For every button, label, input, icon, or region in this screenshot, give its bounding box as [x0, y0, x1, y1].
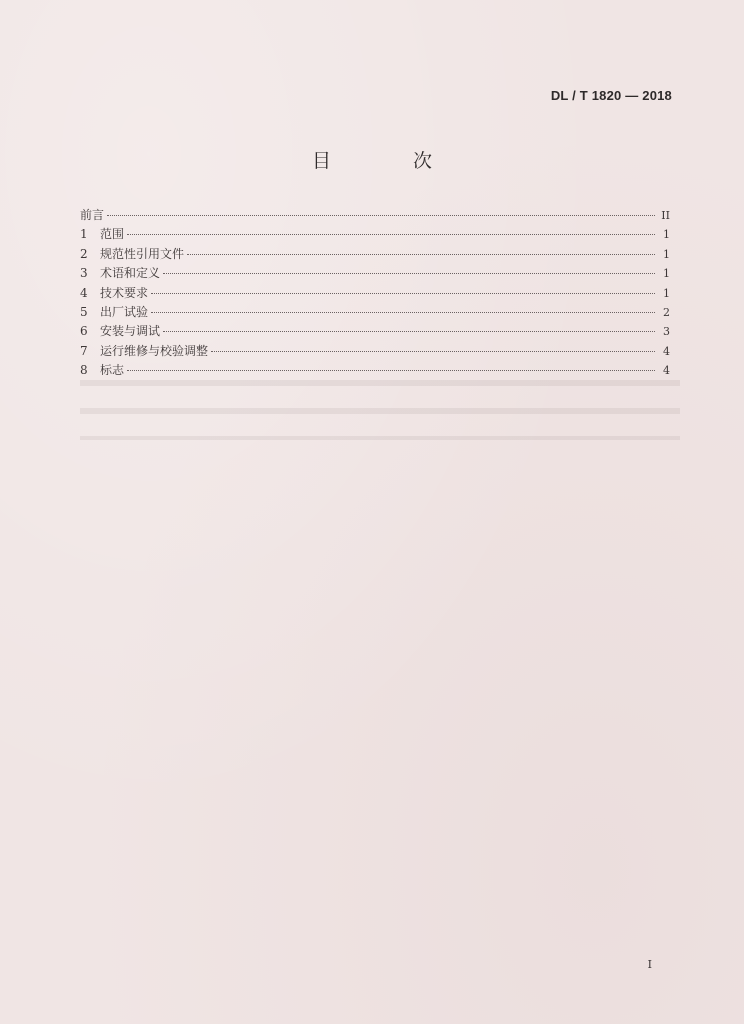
toc-entry-page: 1 [663, 247, 670, 261]
toc-entry-number: 3 [80, 266, 88, 281]
toc-entry-number: 2 [80, 246, 88, 261]
toc-entry-page: 3 [663, 325, 670, 339]
toc-entry-label: 安装与调试 [100, 324, 161, 339]
toc-entry[interactable] [80, 264, 670, 283]
toc-entry[interactable] [80, 225, 670, 244]
standard-number: DL / T 1820 — 2018 [550, 88, 672, 103]
toc-entry-label: 标志 [100, 363, 125, 378]
table-of-contents [80, 206, 670, 381]
toc-dot-leader [163, 273, 655, 274]
toc-entry-number: 5 [80, 304, 88, 319]
toc-entry-number: 6 [80, 324, 88, 339]
toc-entry[interactable] [80, 322, 670, 341]
toc-dot-leader [187, 254, 655, 255]
toc-dot-leader [127, 370, 655, 371]
toc-dot-leader [107, 215, 655, 216]
toc-entry-label: 规范性引用文件 [100, 246, 185, 261]
toc-entry-label: 前言 [80, 208, 105, 222]
toc-entry-label: 范围 [100, 227, 125, 242]
toc-entry[interactable] [80, 206, 670, 225]
toc-entry-page: 1 [663, 286, 670, 300]
toc-entry-label: 术语和定义 [100, 266, 161, 281]
toc-entry-page: 1 [663, 267, 670, 281]
toc-entry-number: 4 [80, 285, 88, 300]
toc-entry-page: 2 [663, 305, 670, 319]
toc-entry[interactable] [80, 361, 670, 380]
toc-title: 目 次 [311, 150, 471, 172]
toc-entry-page: II [661, 209, 670, 222]
toc-entry[interactable] [80, 284, 670, 303]
toc-dot-leader [151, 312, 655, 313]
toc-entry-label: 出厂试验 [100, 304, 149, 319]
toc-entry-number: 1 [80, 227, 88, 242]
toc-dot-leader [163, 331, 655, 332]
bleed-through-shadow [80, 380, 680, 440]
toc-entry-page: 4 [663, 364, 670, 378]
toc-entry-label: 技术要求 [100, 285, 149, 300]
toc-entry-number: 8 [80, 363, 88, 378]
toc-entry[interactable] [80, 342, 670, 361]
page-number: I [647, 958, 652, 971]
toc-dot-leader [211, 351, 655, 352]
toc-entry-number: 7 [80, 343, 88, 358]
toc-entry-label: 运行维修与校验调整 [100, 343, 209, 358]
toc-entry[interactable] [80, 303, 670, 322]
toc-dot-leader [127, 234, 655, 235]
toc-entry[interactable] [80, 245, 670, 264]
toc-entry-page: 1 [663, 228, 670, 242]
toc-entry-page: 4 [663, 344, 670, 358]
toc-dot-leader [151, 293, 655, 294]
